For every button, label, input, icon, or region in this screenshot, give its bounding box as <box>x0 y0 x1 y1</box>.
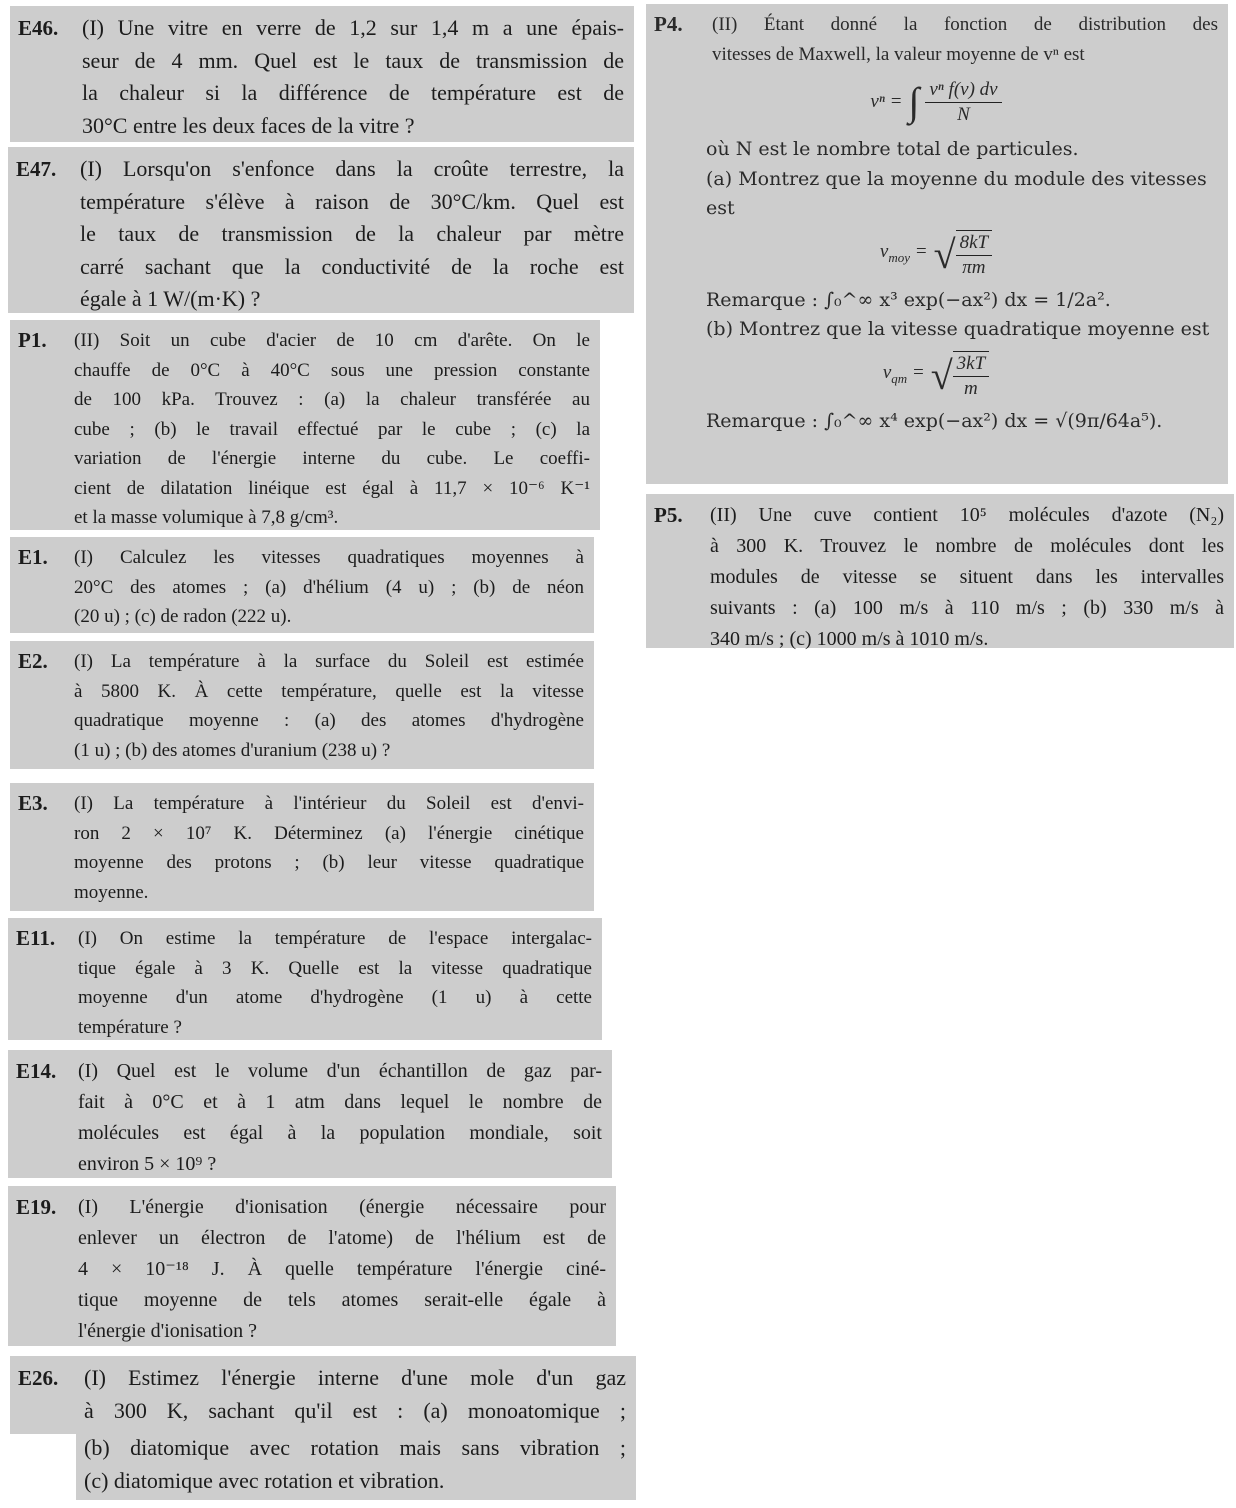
equation-lhs: vⁿ = <box>870 91 903 113</box>
text-line: le taux de transmission de la chaleur par mètre <box>80 221 624 246</box>
problem-label: P5. <box>654 503 683 527</box>
equation-lhs: $v_{qm}$ = <box>882 361 925 386</box>
numerator: 8kT <box>956 231 993 256</box>
text-line: de 100 kPa. Trouvez : (a) la chaleur transférée au <box>74 389 590 410</box>
problem-label: E3. <box>18 791 48 815</box>
problem-e1 <box>10 537 594 633</box>
problem-label: E14. <box>16 1059 57 1083</box>
problem-e19 <box>8 1186 616 1346</box>
denominator: N <box>957 103 970 125</box>
text-line: (b) diatomique avec rotation mais sans vibration ; <box>84 1435 626 1460</box>
text-line: (1 u) ; (b) des atomes d'uranium (238 u) ? <box>74 739 391 761</box>
text-line: (I) La température à l'intérieur du Soleil est d'envi- <box>74 793 584 814</box>
text-line: vitesses de Maxwell, la valeur moyenne de vⁿ est <box>712 43 1085 65</box>
problem-label: E46. <box>18 16 59 40</box>
text-line: 20°C des atomes ; (a) d'hélium (4 u) ; (b) de néon <box>74 576 584 598</box>
text-line: fait à 0°C et à 1 atm dans lequel le nombre de <box>78 1091 602 1113</box>
problem-e2 <box>10 641 594 769</box>
numerator: 3kT <box>953 352 990 377</box>
text-line: (II) Soit un cube d'acier de 10 cm d'arête. On le <box>74 330 590 351</box>
equation-v-moy <box>654 226 1218 284</box>
problem-p4 <box>646 4 1228 484</box>
text-line: moyenne d'un atome d'hydrogène (1 u) à cette <box>78 987 592 1008</box>
problem-label: E1. <box>18 545 48 569</box>
text-line: moyenne. <box>74 881 149 903</box>
fraction <box>925 78 1001 127</box>
text-line: (I) La température à la surface du Soleil est estimée <box>74 651 584 672</box>
problem-label: E11. <box>16 926 56 950</box>
problem-p5 <box>646 494 1234 648</box>
text-line: (I) Estimez l'énergie interne d'une mole d'un gaz <box>84 1365 626 1390</box>
text-line: où N est le nombre total de particules. <box>706 138 1079 160</box>
text-line: carré sachant que la conductivité de la roche est <box>80 253 624 279</box>
text-line: 4 × 10⁻¹⁸ J. À quelle température l'énergie ciné- <box>78 1258 606 1280</box>
problem-p1 <box>10 320 600 530</box>
text-line: (I) On estime la température de l'espace intergalac- <box>78 928 592 949</box>
text-line: cube ; (b) le travail effectué par le cube ; (c) la <box>74 418 590 440</box>
problem-e14 <box>8 1050 612 1178</box>
problem-label: P4. <box>654 12 683 36</box>
text-line: la chaleur si la différence de température est de <box>82 80 624 105</box>
text-line: est <box>706 197 735 219</box>
problem-label: E2. <box>18 649 48 673</box>
text-line: enlever un électron de l'atome) de l'hélium est de <box>78 1227 606 1249</box>
text-line: modules de vitesse se situent dans les intervalles <box>710 566 1224 588</box>
text-line: 30°C entre les deux faces de la vitre ? <box>82 112 415 138</box>
remark-line: Remarque : ∫₀^∞ x³ exp(−ax²) dx = 1/2a². <box>706 288 1111 311</box>
text-line: l'énergie d'ionisation ? <box>78 1320 258 1342</box>
remark-line: Remarque : ∫₀^∞ x⁴ exp(−ax²) dx = √(9π/64a⁵). <box>706 409 1163 432</box>
text-line: température ? <box>78 1016 182 1038</box>
text-line: moyenne des protons ; (b) leur vitesse quadratique <box>74 852 584 873</box>
text-line: à 5800 K. À cette température, quelle est la vitesse <box>74 680 584 702</box>
square-root: √ $\frac{8kT}{\pi m}$ <box>934 230 992 280</box>
text-line: 340 m/s ; (c) 1000 m/s à 1010 m/s. <box>710 628 989 650</box>
text-line: (II) Étant donné la fonction de distribution des <box>712 14 1218 35</box>
denominator: m <box>964 377 978 399</box>
text-line: égale à 1 W/(m·K) ? <box>80 286 261 311</box>
text-line: (20 u) ; (c) de radon (222 u). <box>74 606 292 627</box>
text-line: (I) Lorsqu'on s'enfonce dans la croûte terrestre, la <box>80 156 624 181</box>
problem-e47 <box>8 147 634 313</box>
text-line: ron 2 × 10⁷ K. Déterminez (a) l'énergie cinétique <box>74 822 584 844</box>
text-line: tique égale à 3 K. Quelle est la vitesse quadratique <box>78 957 592 979</box>
text-line: (I) Calculez les vitesses quadratiques moyennes à <box>74 547 584 568</box>
problem-label: P1. <box>18 328 47 352</box>
text-line: (c) diatomique avec rotation et vibration. <box>84 1467 445 1493</box>
text-line: (I) L'énergie d'ionisation (énergie nécessaire pour <box>78 1196 606 1218</box>
text-line: (a) Montrez que la moyenne du module des vitesses <box>706 167 1207 190</box>
text-line: cient de dilatation linéique est égal à 11,7 × 10⁻⁶ K⁻¹ <box>74 477 590 499</box>
text-line: (II) Une cuve contient 10⁵ molécules d'azote (N₂) <box>710 504 1224 526</box>
text-line: quadratique moyenne : (a) des atomes d'hydrogène <box>74 710 584 731</box>
numerator: vⁿ f(v) dv <box>925 78 1001 103</box>
equation-v-qm <box>654 347 1218 405</box>
problem-label: E47. <box>16 157 57 181</box>
equation-mean-vn <box>654 71 1218 133</box>
text-line: chauffe de 0°C à 40°C sous une pression constante <box>74 359 590 381</box>
text-line: température s'élève à raison de 30°C/km. Quel est <box>80 188 624 214</box>
problem-e11 <box>8 918 602 1040</box>
problem-label: E26. <box>18 1366 59 1390</box>
text-line: environ 5 × 10⁹ ? <box>78 1153 217 1175</box>
text-line: tique moyenne de tels atomes serait-elle égale à <box>78 1289 606 1311</box>
text-line: (I) Une vitre en verre de 1,2 sur 1,4 m a une épais- <box>82 15 624 40</box>
equation-lhs: $v_{moy}$ = <box>879 240 928 265</box>
text-line: seur de 4 mm. Quel est le taux de transmission de <box>82 47 624 73</box>
denominator: πm <box>962 256 986 278</box>
problem-e46 <box>10 6 634 142</box>
problem-e26 <box>10 1356 636 1434</box>
text-line: et la masse volumique à 7,8 g/cm³. <box>74 507 339 528</box>
problem-e26-continuation <box>76 1430 636 1500</box>
text-line: à 300 K. Trouvez le nombre de molécules dont les <box>710 535 1224 557</box>
text-line: molécules est égal à la population mondiale, soit <box>78 1122 602 1144</box>
text-line: suivants : (a) 100 m/s à 110 m/s ; (b) 330 m/s à <box>710 597 1224 619</box>
square-root: √ $\frac{3kT}{m}$ <box>931 351 989 401</box>
text-line: (I) Quel est le volume d'un échantillon de gaz par- <box>78 1060 602 1082</box>
problem-label: E19. <box>16 1195 57 1219</box>
text-line: variation de l'énergie interne du cube. Le coeffi- <box>74 448 590 469</box>
integral-sign: ∫ <box>908 79 920 125</box>
text-line: (b) Montrez que la vitesse quadratique moyenne est <box>706 318 1210 340</box>
problem-e3 <box>10 783 594 911</box>
text-line: à 300 K, sachant qu'il est : (a) monoatomique ; <box>84 1397 626 1423</box>
